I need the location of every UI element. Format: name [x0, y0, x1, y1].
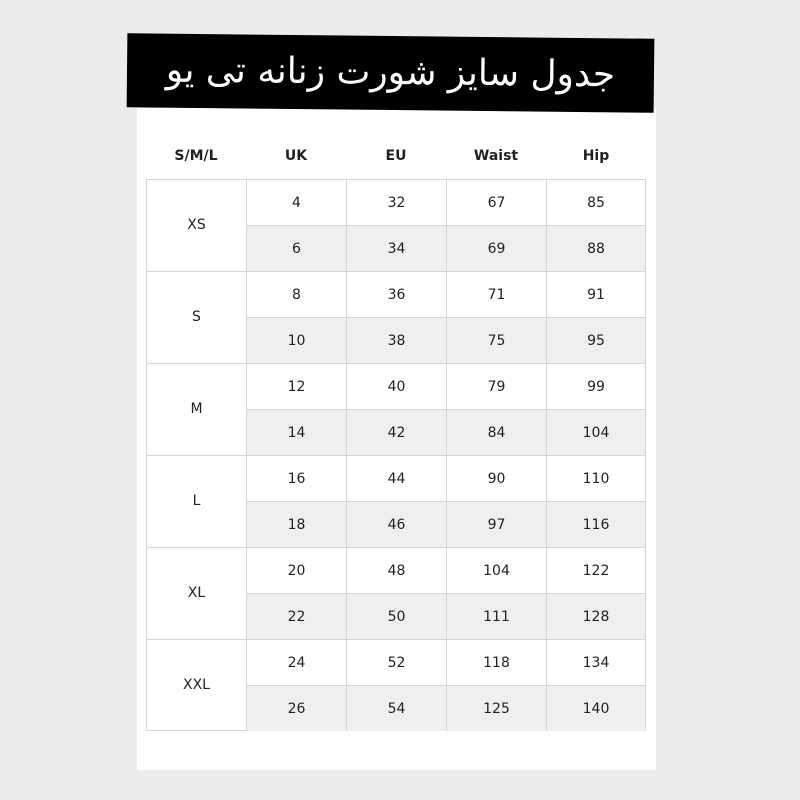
cell-waist: 118: [447, 640, 547, 685]
cell-uk: 14: [247, 410, 347, 455]
header-waist: Waist: [473, 148, 519, 164]
size-label: M: [147, 364, 247, 455]
table-row: [247, 548, 645, 594]
size-label: XL: [147, 548, 247, 639]
cell-waist: 104: [447, 548, 547, 593]
cell-hip: 110: [582, 470, 610, 487]
table-row: [247, 364, 645, 410]
table-row: [247, 226, 645, 271]
cell-uk: 18: [247, 502, 347, 547]
size-group: [147, 456, 645, 548]
cell-waist: 125: [447, 686, 547, 731]
cell-hip: 88: [587, 240, 605, 257]
size-label: L: [147, 456, 247, 547]
table-row: [247, 640, 645, 686]
cell-eu: 52: [347, 640, 447, 685]
cell-uk: 20: [247, 548, 347, 593]
cell-hip: 122: [582, 562, 610, 579]
table-row: [247, 594, 645, 639]
table-row: [247, 272, 645, 318]
cell-eu: 32: [347, 180, 447, 225]
table-row: [247, 318, 645, 363]
table-row: [247, 456, 645, 502]
table-row: [247, 686, 645, 731]
cell-waist: 90: [447, 456, 547, 501]
size-label: XS: [147, 180, 247, 271]
table-row: [247, 410, 645, 455]
cell-waist: 71: [447, 272, 547, 317]
header-size: S/M/L: [174, 148, 218, 164]
cell-waist: 84: [447, 410, 547, 455]
cell-waist: 97: [447, 502, 547, 547]
cell-eu: 40: [347, 364, 447, 409]
cell-hip: 104: [582, 424, 610, 441]
cell-hip: 91: [587, 286, 605, 303]
size-table: [146, 179, 646, 731]
cell-uk: 8: [247, 272, 347, 317]
size-group: [147, 180, 645, 272]
cell-hip: 128: [582, 608, 610, 625]
cell-eu: 36: [347, 272, 447, 317]
cell-uk: 10: [247, 318, 347, 363]
size-group: [147, 272, 645, 364]
cell-uk: 4: [247, 180, 347, 225]
header-hip: Hip: [582, 148, 610, 164]
cell-eu: 42: [347, 410, 447, 455]
cell-uk: 6: [247, 226, 347, 271]
cell-eu: 34: [347, 226, 447, 271]
cell-uk: 22: [247, 594, 347, 639]
table-row: [247, 180, 645, 226]
size-label: S: [147, 272, 247, 363]
cell-hip: 116: [582, 516, 610, 533]
header-eu: EU: [385, 148, 407, 164]
cell-eu: 54: [347, 686, 447, 731]
size-label: XXL: [147, 640, 247, 731]
cell-eu: 44: [347, 456, 447, 501]
table-row: [247, 502, 645, 547]
cell-eu: 50: [347, 594, 447, 639]
size-group: [147, 548, 645, 640]
cell-waist: 111: [447, 594, 547, 639]
cell-uk: 12: [247, 364, 347, 409]
cell-uk: 26: [247, 686, 347, 731]
title-banner: جدول سایز شورت زنانه تی یو: [127, 33, 655, 113]
size-group: [147, 364, 645, 456]
cell-uk: 24: [247, 640, 347, 685]
size-group: [147, 640, 645, 732]
cell-waist: 69: [447, 226, 547, 271]
cell-waist: 67: [447, 180, 547, 225]
cell-hip: 99: [587, 378, 605, 395]
cell-eu: 46: [347, 502, 447, 547]
cell-eu: 38: [347, 318, 447, 363]
header-uk: UK: [284, 148, 308, 164]
cell-waist: 79: [447, 364, 547, 409]
cell-hip: 140: [582, 700, 610, 717]
cell-hip: 85: [587, 194, 605, 211]
cell-hip: 134: [582, 654, 610, 671]
cell-hip: 95: [587, 332, 605, 349]
cell-eu: 48: [347, 548, 447, 593]
cell-waist: 75: [447, 318, 547, 363]
table-header: [146, 140, 646, 172]
cell-uk: 16: [247, 456, 347, 501]
